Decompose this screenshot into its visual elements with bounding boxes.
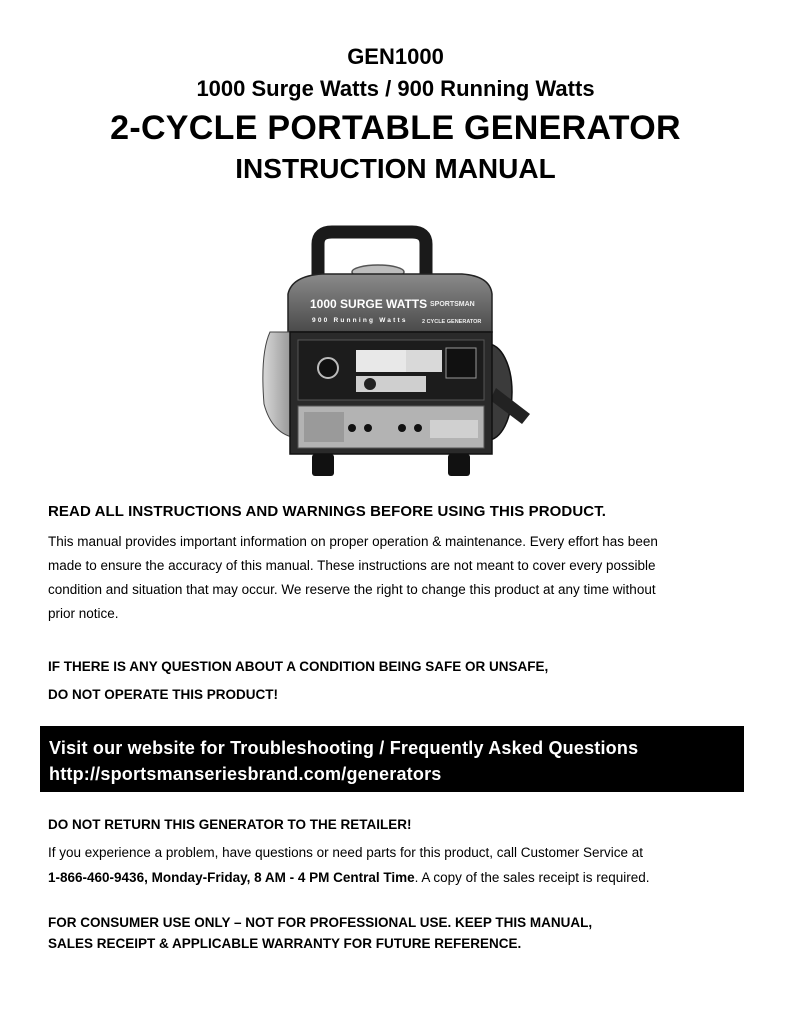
intro-line: condition and situation that may occur. We reserve the right to change this product at any time without bbox=[48, 582, 656, 597]
page-subtitle: INSTRUCTION MANUAL bbox=[235, 153, 556, 184]
consumer-notice-line: SALES RECEIPT & APPLICABLE WARRANTY FOR FUTURE REFERENCE. bbox=[48, 936, 522, 951]
intro-line: made to ensure the accuracy of this manual. These instructions are not meant to cover every possible bbox=[48, 558, 656, 573]
receipt-note: . A copy of the sales receipt is required. bbox=[414, 870, 650, 885]
intro-line: This manual provides important information on proper operation & maintenance. Every effort has been bbox=[48, 534, 658, 549]
photo-panel-title: 1000 SURGE WATTS bbox=[310, 297, 428, 311]
safety-warning bbox=[48, 653, 548, 709]
photo-brand: SPORTSMAN bbox=[430, 301, 475, 308]
safety-warning-line: IF THERE IS ANY QUESTION ABOUT A CONDITION BEING SAFE OR UNSAFE, bbox=[48, 659, 549, 674]
intro-paragraph bbox=[48, 530, 738, 626]
read-instructions-heading: READ ALL INSTRUCTIONS AND WARNINGS BEFORE USING THIS PRODUCT. bbox=[48, 503, 607, 520]
safety-warning-line: DO NOT OPERATE THIS PRODUCT! bbox=[48, 687, 279, 702]
title-block bbox=[0, 42, 791, 186]
website-link[interactable]: http://sportsmanseriesbrand.com/generators bbox=[49, 764, 442, 784]
customer-service-line: If you experience a problem, have questions or need parts for this product, call Customer Service at bbox=[48, 845, 644, 860]
intro-line: prior notice. bbox=[48, 606, 119, 621]
customer-service-phone: 1-866-460-9436, Monday-Friday, 8 AM - 4 PM Central Time bbox=[48, 870, 415, 885]
consumer-notice-line: FOR CONSUMER USE ONLY – NOT FOR PROFESSIONAL USE. KEEP THIS MANUAL, bbox=[48, 915, 593, 930]
photo-panel-subtitle: 900 Running Watts bbox=[312, 317, 408, 324]
banner-text: Visit our website for Troubleshooting / Frequently Asked Questions bbox=[49, 738, 639, 758]
generator-photo bbox=[252, 224, 542, 484]
photo-type-label: 2 CYCLE GENERATOR bbox=[422, 319, 482, 325]
website-banner bbox=[40, 726, 744, 792]
do-not-return-heading: DO NOT RETURN THIS GENERATOR TO THE RETAILER! bbox=[48, 817, 412, 832]
model-number: GEN1000 bbox=[347, 44, 444, 69]
wattage-line: 1000 Surge Watts / 900 Running Watts bbox=[196, 76, 595, 101]
consumer-use-notice bbox=[48, 912, 592, 954]
page-title: 2-CYCLE PORTABLE GENERATOR bbox=[110, 109, 681, 147]
customer-service-paragraph bbox=[48, 840, 748, 890]
